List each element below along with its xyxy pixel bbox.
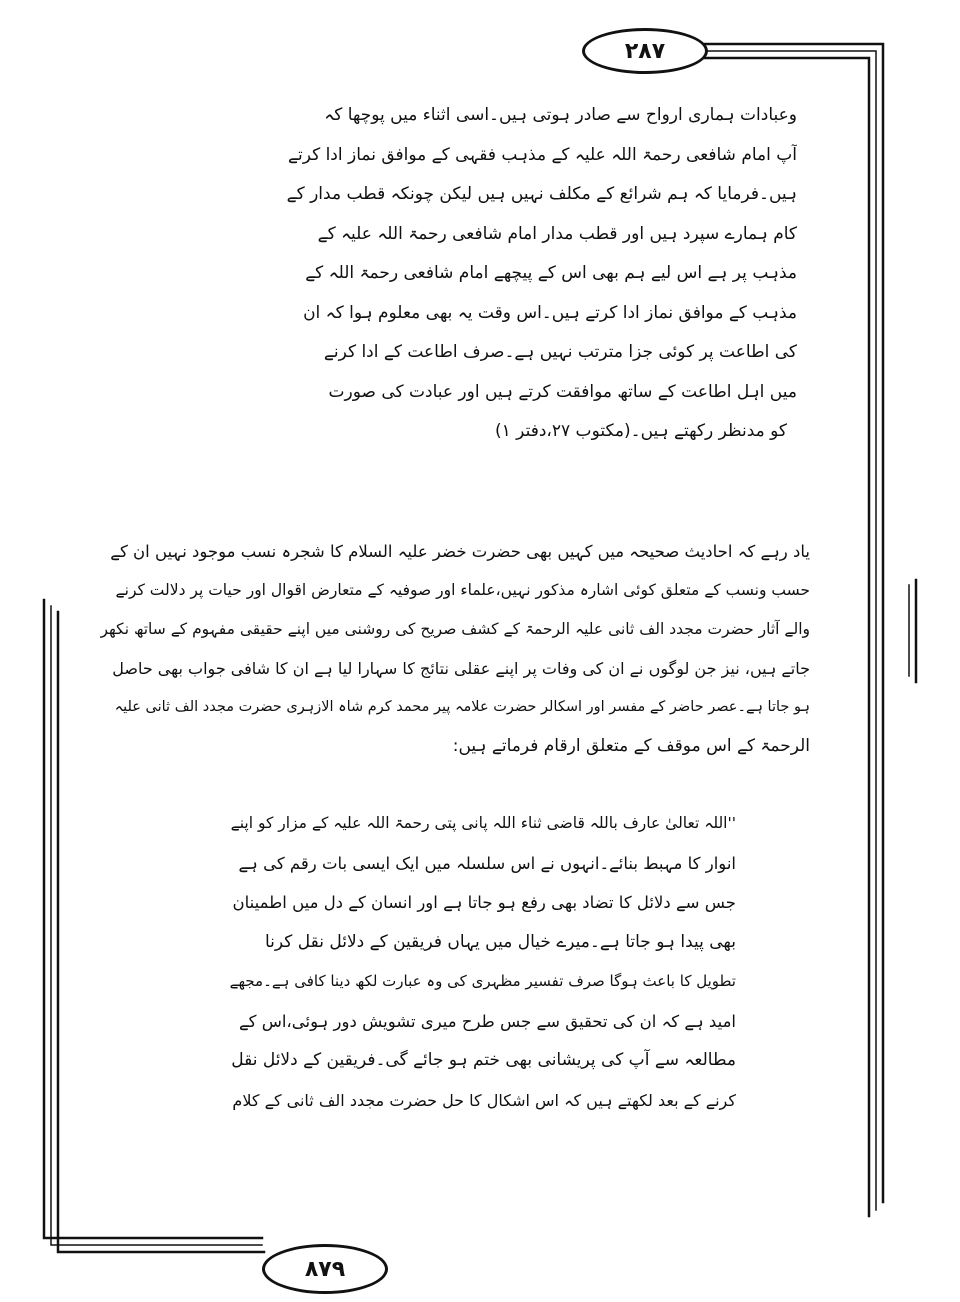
quote-bottom-line: تطویل کا باعث ہوگا صرف تفسیر مظہری کی وہ عبارت لکھ دینا کافی ہے۔مجھے [229,972,736,990]
quote-top-line: کام ہمارے سپرد ہیں اور قطب مدار امام شافعی رحمۃ اللہ علیہ کے [317,223,797,244]
quote-top-line: میں اہل اطاعت کے ساتھ موافقت کرتے ہیں اور عبادت کی صورت [328,381,797,402]
page-number-bottom-text: ۸۷۹ [304,1256,346,1282]
body-line: الرحمۃ کے اس موقف کے متعلق ارقام فرماتے ہیں: [452,736,810,756]
body-line: ہو جاتا ہے۔عصر حاضر کے مفسر اور اسکالر حضرت علامہ پیر محمد کرم شاہ الازہری حضرت مجدد الف ثانی علیہ [114,699,810,715]
quote-bottom-line: بھی پیدا ہو جاتا ہے۔میرے خیال میں یہاں فریقین کے دلائل نقل کرنا [264,931,736,952]
page-number-top-text: ۲۸۷ [624,38,666,64]
quote-top-line: ہیں۔فرمایا کہ ہم شرائع کے مکلف نہیں ہیں لیکن چونکہ قطب مدار کے [286,184,797,204]
quote-bottom-line: انوار کا مہبط بنائے۔انہوں نے اس سلسلہ میں ایک ایسی بات رقم کی ہے [238,853,736,873]
quote-bottom-line: جس سے دلائل کا تضاد بھی رفع ہو جاتا ہے اور انسان کے دل میں اطمینان [232,893,736,912]
page-number-top [582,28,708,74]
quote-top-citation-line: کو مدنظر رکھتے ہیں۔(مکتوب ۲۷،دفتر ۱) [495,421,787,441]
quote-bottom-line: امید ہے کہ ان کی تحقیق سے جس طرح میری تشویش دور ہوئی،اس کے [238,1011,736,1031]
quote-top-line: کی اطاعت پر کوئی جزا مترتب نہیں ہے۔صرف اطاعت کے ادا کرنے [323,342,797,362]
quote-bottom-line: کرنے کے بعد لکھتے ہیں کہ اس اشکال کا حل حضرت مجدد الف ثانی کے کلام [232,1090,736,1110]
quote-top-line: مذہب پر ہے اس لیے ہم بھی اس کے پیچھے امام شافعی رحمۃ اللہ کے [305,263,797,283]
body-line: جاتے ہیں، نیز جن لوگوں نے ان کی وفات پر اپنے عقلی نتائج کا سہارا لیا ہے ان کا شافی جواب بھی حاصل [112,659,810,678]
quote-bottom [228,804,736,1120]
quote-top-line: وعبادات ہماری ارواح سے صادر ہوتی ہیں۔اسی اثناء میں پوچھا کہ [324,105,797,125]
body-line: یاد رہے کہ احادیث صحیحہ میں کہیں بھی حضرت خضر علیہ السلام کا شجرہ نسب موجود نہیں ان کے [110,542,810,561]
quote-top-line: آپ امام شافعی رحمۃ اللہ علیہ کے مذہب فقہی کے موافق نماز ادا کرتے [288,144,797,165]
quote-bottom-line: مطالعہ سے آپ کی پریشانی بھی ختم ہو جائے گی۔فریقین کے دلائل نقل [231,1050,736,1070]
page-number-bottom [262,1244,388,1294]
body-line: حسب ونسب کے متعلق کوئی اشارہ مذکور نہیں،علماء اور صوفیہ کے متعارض اقوال اور حیات پر دلالت کرنے [115,581,810,599]
body-line: والے آثار حضرت مجدد الف ثانی علیہ الرحمۃ کے کشف صریح کی روشنی میں اپنے حقیقی مفہوم کے ساتھ نکھر [100,620,810,638]
quote-bottom-line: ''اللہ تعالیٰ عارف باللہ قاضی ثناء اللہ پانی پتی رحمۃ اللہ علیہ کے مزار کو اپنے [230,814,736,832]
body-paragraph [100,532,810,766]
quote-top-line: مذہب کے موافق نماز ادا کرتے ہیں۔اس وقت یہ بھی معلوم ہوا کہ ان [303,302,797,323]
quote-top [225,96,797,452]
